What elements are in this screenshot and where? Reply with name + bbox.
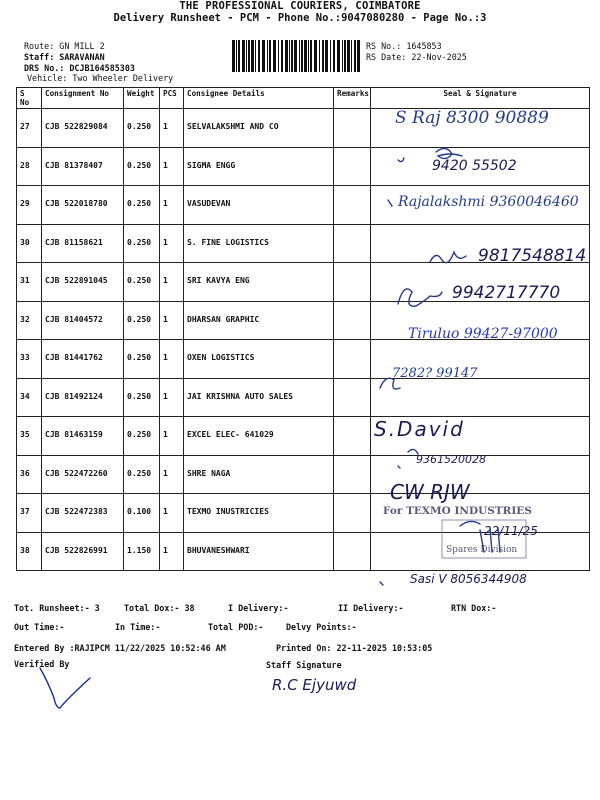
- barcode-bar: [238, 40, 240, 72]
- cell-consignee: S. FINE LOGISTICS: [184, 224, 334, 263]
- cell-weight: 0.250: [124, 455, 160, 494]
- cell-consignee: SIGMA ENGG: [184, 147, 334, 186]
- cell-remarks: [334, 301, 371, 340]
- signature-row-32: Tiruluo 99427-97000: [408, 326, 558, 342]
- signature-row-38: Sasi V 8056344908: [410, 572, 527, 586]
- total-pod: Total POD:-: [208, 622, 264, 632]
- cell-pcs: 1: [160, 109, 184, 148]
- barcode-bar: [273, 40, 276, 72]
- cell-remarks: [334, 455, 371, 494]
- ii-delivery: II Delivery:-: [338, 603, 404, 613]
- cell-sno: 31: [17, 263, 42, 302]
- cell-sno: 28: [17, 147, 42, 186]
- signature-row-29: Rajalakshmi 9360046460: [398, 194, 579, 210]
- company-stamp: For TEXMO INDUSTRIES: [383, 505, 532, 517]
- barcode-bar: [314, 40, 317, 72]
- cell-consignment-no: CJB 81463159: [42, 417, 124, 456]
- signature-row-31: 9942717770: [452, 283, 561, 303]
- cell-consignee: DHARSAN GRAPHIC: [184, 301, 334, 340]
- barcode-bar: [308, 40, 309, 72]
- printed-on: Printed On: 22-11-2025 10:53:05: [276, 643, 433, 653]
- cell-sno: 36: [17, 455, 42, 494]
- col-pcs: PCS: [160, 88, 184, 109]
- barcode-bar: [330, 40, 331, 72]
- table-header-row: [17, 88, 590, 109]
- stamp-date: 22/11/25: [484, 524, 538, 538]
- cell-consignee: JAI KRISHNA AUTO SALES: [184, 378, 334, 417]
- cell-consignment-no: CJB 81492124: [42, 378, 124, 417]
- cell-pcs: 1: [160, 224, 184, 263]
- rtn-dox: RTN Dox:-: [451, 603, 497, 613]
- cell-pcs: 1: [160, 455, 184, 494]
- cell-pcs: 1: [160, 532, 184, 571]
- i-delivery: I Delivery:-: [228, 603, 289, 613]
- cell-weight: 0.250: [124, 378, 160, 417]
- cell-pcs: 1: [160, 417, 184, 456]
- barcode-bar: [347, 40, 350, 72]
- cell-remarks: [334, 494, 371, 533]
- signature-row-35: S.David: [374, 417, 465, 441]
- cell-consignment-no: CJB 522472383: [42, 494, 124, 533]
- verified-by: Verified By: [14, 659, 70, 669]
- cell-weight: 0.250: [124, 186, 160, 225]
- cell-consignment-no: CJB 522891045: [42, 263, 124, 302]
- cell-remarks: [334, 532, 371, 571]
- rs-date: RS Date: 22-Nov-2025: [366, 52, 467, 62]
- tot-runsheet: Tot. Runsheet:- 3: [14, 603, 100, 613]
- barcode-bar: [236, 40, 237, 72]
- verified-signature-stroke: [40, 668, 90, 708]
- signature-row-28: 9420 55502: [432, 158, 517, 174]
- cell-sno: 33: [17, 340, 42, 379]
- cell-consignment-no: CJB 522472260: [42, 455, 124, 494]
- cell-remarks: [334, 224, 371, 263]
- company-title: THE PROFESSIONAL COURIERS, COIMBATORE: [179, 0, 421, 12]
- staff-label: Staff: SARAVANAN: [24, 52, 105, 62]
- barcode-bar: [342, 40, 343, 72]
- route-label: Route: GN MILL 2: [24, 41, 105, 51]
- staff-signature-label: Staff Signature: [266, 660, 342, 670]
- barcode-bar: [291, 40, 293, 72]
- cell-consignment-no: CJB 81378407: [42, 147, 124, 186]
- rs-number: RS No.: 1645853: [366, 41, 442, 51]
- cell-pcs: 1: [160, 494, 184, 533]
- table-row: [17, 417, 590, 456]
- barcode-bar: [258, 40, 260, 72]
- barcode-bar: [344, 40, 346, 72]
- barcode-bar: [337, 40, 340, 72]
- cell-pcs: 1: [160, 301, 184, 340]
- cell-sno: 37: [17, 494, 42, 533]
- cell-pcs: 1: [160, 186, 184, 225]
- barcode-bar: [357, 40, 360, 72]
- barcode-bar: [232, 40, 235, 72]
- cell-pcs: 1: [160, 340, 184, 379]
- barcode-bar: [255, 40, 256, 72]
- signature-row-33: 7282? 99147: [392, 366, 478, 381]
- table-row: [17, 378, 590, 417]
- cell-remarks: [334, 417, 371, 456]
- barcode-bar: [267, 40, 268, 72]
- barcode-bar: [289, 40, 290, 72]
- cell-remarks: [334, 340, 371, 379]
- entered-by: Entered By :RAJIPCM 11/22/2025 10:52:46 AM: [14, 643, 226, 653]
- cell-consignee: TEXMO INUSTRICIES: [184, 494, 334, 533]
- signature-row-30: 9817548814: [478, 246, 587, 266]
- col-remarks: Remarks: [334, 88, 371, 109]
- cell-sno: 38: [17, 532, 42, 571]
- barcode-bar: [251, 40, 254, 72]
- barcode-bar: [310, 40, 312, 72]
- barcode-bar: [354, 40, 356, 72]
- barcode-bar: [269, 40, 271, 72]
- cell-sno: 32: [17, 301, 42, 340]
- cell-sno: 27: [17, 109, 42, 148]
- cell-consignee: SRI KAVYA ENG: [184, 263, 334, 302]
- cell-consignee: VASUDEVAN: [184, 186, 334, 225]
- cell-consignee: SELVALAKSHMI AND CO: [184, 109, 334, 148]
- cell-weight: 0.250: [124, 340, 160, 379]
- vehicle-label: Vehicle: Two Wheeler Delivery: [27, 73, 174, 83]
- cell-consignment-no: CJB 522829084: [42, 109, 124, 148]
- cell-pcs: 1: [160, 147, 184, 186]
- cell-weight: 0.250: [124, 224, 160, 263]
- table-row: [17, 455, 590, 494]
- cell-consignment-no: CJB 81441762: [42, 340, 124, 379]
- in-time: In Time:-: [115, 622, 161, 632]
- delvy-points: Delvy Points:-: [286, 622, 357, 632]
- cell-weight: 0.250: [124, 417, 160, 456]
- runsheet-title: Delivery Runsheet - PCM - Phone No.:9047080280 - Page No.:3: [113, 12, 487, 24]
- barcode-bar: [262, 40, 265, 72]
- cell-consignee: SHRE NAGA: [184, 455, 334, 494]
- table-row: [17, 340, 590, 379]
- cell-consignee: BHUVANESHWARI: [184, 532, 334, 571]
- barcode: [232, 40, 360, 72]
- barcode-bar: [304, 40, 307, 72]
- barcode-bar: [278, 40, 279, 72]
- barcode-bar: [285, 40, 288, 72]
- cell-weight: 1.150: [124, 532, 160, 571]
- barcode-bar: [242, 40, 245, 72]
- barcode-bar: [299, 40, 300, 72]
- col-consignee: Consignee Details: [184, 88, 334, 109]
- barcode-bar: [294, 40, 297, 72]
- cell-remarks: [334, 186, 371, 225]
- cell-remarks: [334, 147, 371, 186]
- cell-consignee: EXCEL ELEC- 641029: [184, 417, 334, 456]
- barcode-bar: [246, 40, 247, 72]
- cell-pcs: 1: [160, 263, 184, 302]
- cell-consignee: OXEN LOGISTICS: [184, 340, 334, 379]
- tick-row-38: [380, 582, 383, 585]
- cell-sno: 29: [17, 186, 42, 225]
- cell-weight: 0.100: [124, 494, 160, 533]
- cell-remarks: [334, 263, 371, 302]
- staff-signature: R.C Ejyuwd: [272, 676, 357, 694]
- cell-consignment-no: CJB 81404572: [42, 301, 124, 340]
- barcode-bar: [333, 40, 335, 72]
- col-consignment: Consignment No: [42, 88, 124, 109]
- cell-sno: 30: [17, 224, 42, 263]
- cell-seal-signature: [371, 378, 590, 417]
- barcode-bar: [319, 40, 320, 72]
- signature-row-37: CW RJW: [390, 480, 470, 504]
- stamp-division: Spares Division: [446, 545, 518, 555]
- total-dox: Total Dox:- 38: [124, 603, 195, 613]
- signature-row-36: 9361520028: [416, 453, 486, 466]
- out-time: Out Time:-: [14, 622, 65, 632]
- cell-weight: 0.250: [124, 263, 160, 302]
- barcode-bar: [351, 40, 352, 72]
- barcode-bar: [322, 40, 324, 72]
- drs-number: DRS No.: DCJB164585303: [24, 63, 135, 73]
- cell-weight: 0.250: [124, 147, 160, 186]
- barcode-bar: [248, 40, 250, 72]
- cell-weight: 0.250: [124, 109, 160, 148]
- cell-weight: 0.250: [124, 301, 160, 340]
- cell-sno: 35: [17, 417, 42, 456]
- cell-consignment-no: CJB 522018780: [42, 186, 124, 225]
- col-seal-signature: Seal & Signature: [371, 88, 590, 109]
- cell-pcs: 1: [160, 378, 184, 417]
- barcode-bar: [281, 40, 283, 72]
- barcode-bar: [325, 40, 328, 72]
- cell-consignment-no: CJB 522826991: [42, 532, 124, 571]
- cell-remarks: [334, 109, 371, 148]
- cell-consignment-no: CJB 81158621: [42, 224, 124, 263]
- col-sno: S No: [17, 88, 42, 109]
- cell-remarks: [334, 378, 371, 417]
- cell-sno: 34: [17, 378, 42, 417]
- signature-row-27: S Raj 8300 90889: [395, 108, 549, 128]
- col-weight: Weight: [124, 88, 160, 109]
- barcode-bar: [301, 40, 303, 72]
